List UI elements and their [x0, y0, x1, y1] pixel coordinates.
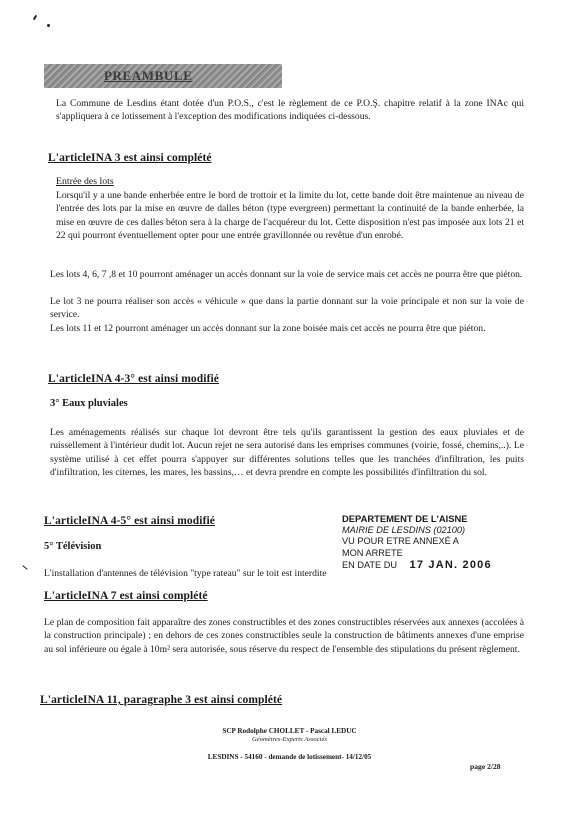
body-paragraph: L'installation d'antennes de télévision "type rateau" sur le toit est interdite — [44, 568, 327, 579]
body-paragraph: Les aménagements réalisés sur chaque lot devront être tels qu'ils garantissent la gestion des eaux pluviales et de ruissellement à l'intérieur dudit lot. Aucun rejet ne sera autorisé dans les emprises communes (voirie, fossé, chemins,..). Le système utilisé à cet effet pourra s'appuyer sur différentes solutions telles que les tranchées d'infiltration, les puits d'infiltration, les citernes, les mares, les bassins,… et devra prendre en compte les possibilités d'infiltration du sol. — [50, 427, 524, 479]
body-paragraph: Lorsqu'il y a une bande enherbée entre le bord de trottoir et la limite du lot, cette bande doit être maintenue au niveau de l'entrée des lots par la mise en œuvre de dalles béton (type evergreen) permettant la continuité de la bande enherbée, la mise en œuvre de ces dalles béton sera à la charge de l'acquéreur du lot. Cette disposition n'est pas imposée aux lots 21 et 22 qui pourront éventuellement opter pour une entrée gravillonnée ou revêtue d'un enrobé. — [56, 190, 524, 242]
section-subheading: 5° Télévision — [44, 541, 102, 552]
stamp-line: MON ARRETE — [342, 547, 403, 558]
stamp-mairie: MAIRIE DE LESDINS (02100) — [342, 524, 466, 535]
body-paragraph: Les lots 4, 6, 7 ,8 et 10 pourront aménager un accès donnant sur la voie de service mais cet accès ne pourra être que piéton. — [50, 269, 523, 280]
section-heading: L'articleINA 11, paragraphe 3 est ainsi complété — [40, 694, 283, 706]
stamp-line: VU POUR ETRE ANNEXÉ A — [342, 536, 459, 547]
preamble-title: PREAMBULE — [104, 68, 193, 83]
scan-mark — [47, 24, 50, 27]
section-heading: L'articleINA 7 est ainsi complété — [44, 590, 208, 602]
footer-firm: SCP Rodolphe CHOLLET - Pascal LEDUC — [222, 727, 357, 735]
stamp-date-value: 17 JAN. 2006 — [409, 559, 492, 572]
scan-mark — [22, 565, 27, 570]
section-heading: L'articleINA 4-5° est ainsi modifié — [44, 515, 215, 527]
body-paragraph: Les lots 11 et 12 pourront aménager un accès donnant sur la zone boisée mais cet accès ne pourra être que piéton. — [50, 323, 486, 334]
section-subheading: 3° Eaux pluviales — [50, 398, 128, 409]
page-number: page 2/28 — [470, 762, 501, 771]
preamble-banner — [44, 64, 282, 88]
section-heading: L'articleINA 3 est ainsi complété — [48, 152, 212, 164]
administrative-stamp — [342, 513, 522, 572]
stamp-date-label: EN DATE DU — [342, 560, 397, 571]
intro-paragraph: La Commune de Lesdins étant dotée d'un P.O.S., c'est le règlement de ce P.O.Ş. chapitre relatif à la zone INAc qui s'appliquera à ce lotissement à l'exception des modifications indiquées ci-dessous. — [56, 98, 524, 123]
footer-firm-subtitle: Géomètres-Experts Associés — [252, 736, 327, 743]
stamp-department: DEPARTEMENT DE L'AISNE — [342, 513, 468, 524]
scan-mark — [33, 15, 37, 20]
section-heading: L'articleINA 4-3° est ainsi modifié — [48, 373, 219, 385]
footer-reference: LESDINS - 54160 - demande de lotissement- 14/12/05 — [207, 753, 372, 761]
body-paragraph: Le lot 3 ne pourra réaliser son accès « véhicule » que dans la partie donnant sur la voie principale et non sur la voie de service. — [50, 296, 524, 321]
section-subheading: Entrée des lots — [56, 176, 114, 187]
body-paragraph: Le plan de composition fait apparaître des zones constructibles et des zones constructibles réservées aux annexes (accolées à la construction principale) ; en dehors de ces zones constructibles seule la construction de bâtiments annexes d'une emprise au sol inférieure ou égale à 10m² sera autorisée, sous réserve du respect de l'ensemble des stipulations du présent règlement. — [44, 617, 524, 655]
